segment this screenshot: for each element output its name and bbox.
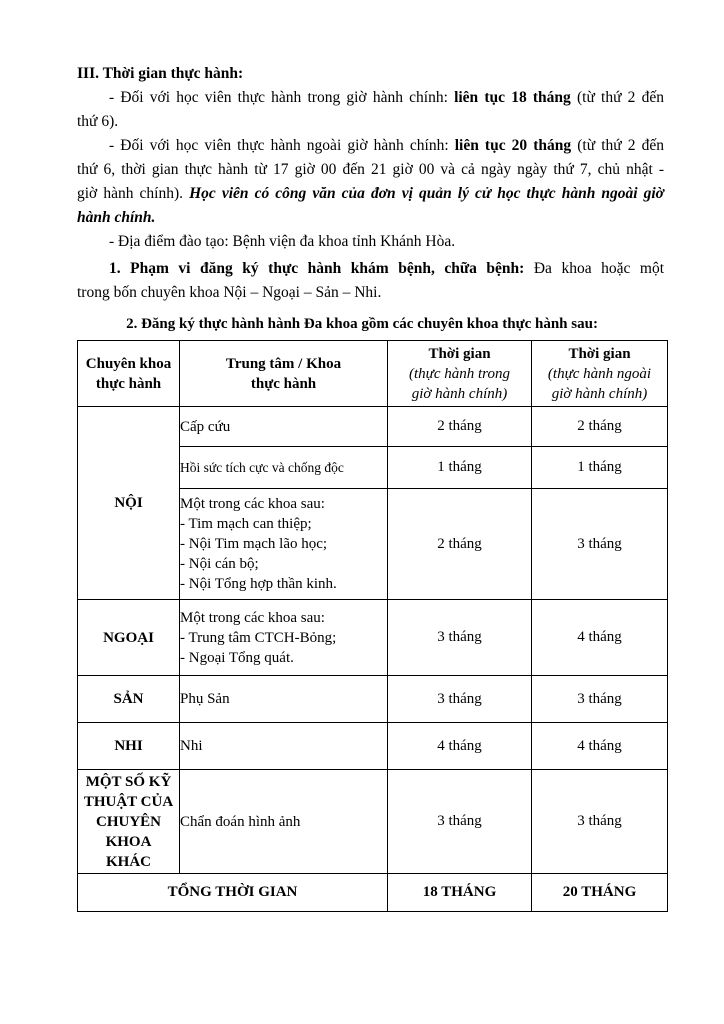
paragraph-outside-hours: - Đối với học viên thực hành ngoài giờ hành chính: liên tục 20 tháng (từ thứ 2 đến (109, 137, 664, 154)
time-inside-cell: 3 tháng (388, 676, 532, 723)
table-row (78, 770, 668, 874)
time-outside-cell: 3 tháng (532, 770, 668, 874)
time-inside-cell: 1 tháng (388, 447, 532, 489)
table-total-row (78, 874, 668, 912)
department-cell: Một trong các khoa sau: - Tim mạch can thiệp; - Nội Tim mạch lão học; - Nội cán bộ; - Nội Tổng hợp thần kinh. (180, 489, 388, 600)
total-label: TỔNG THỜI GIAN (78, 874, 388, 912)
table-title: 2. Đăng ký thực hành hành Đa khoa gồm các chuyên khoa thực hành sau: (126, 316, 598, 332)
header-specialty: Chuyên khoa thực hành (78, 341, 180, 407)
time-inside-cell: 3 tháng (388, 770, 532, 874)
time-inside-cell: 3 tháng (388, 600, 532, 676)
table-row (78, 676, 668, 723)
time-outside-cell: 4 tháng (532, 723, 668, 770)
time-outside-cell: 2 tháng (532, 407, 668, 447)
department-cell: Một trong các khoa sau: - Trung tâm CTCH-Bỏng; - Ngoại Tổng quát. (180, 600, 388, 676)
paragraph-outside-hours-note-end: hành chính. (77, 209, 156, 226)
total-outside: 20 THÁNG (532, 874, 668, 912)
time-outside-cell: 3 tháng (532, 489, 668, 600)
table-row (78, 407, 668, 447)
total-inside: 18 THÁNG (388, 874, 532, 912)
specialty-san: SẢN (78, 676, 180, 723)
table-header-row (78, 341, 668, 407)
time-outside-cell: 1 tháng (532, 447, 668, 489)
header-time-outside: Thời gian (thực hành ngoài giờ hành chính) (532, 341, 668, 407)
time-outside-cell: 3 tháng (532, 676, 668, 723)
paragraph-scope: 1. Phạm vi đăng ký thực hành khám bệnh, chữa bệnh: Đa khoa hoặc một (109, 260, 664, 277)
specialty-table (77, 340, 668, 912)
section-heading: III. Thời gian thực hành: (77, 65, 244, 82)
paragraph-outside-hours-note: giờ hành chính). Học viên có công văn của đơn vị quản lý cử học thực hành ngoài giờ (77, 185, 664, 202)
header-department: Trung tâm / Khoa thực hành (180, 341, 388, 407)
time-inside-cell: 2 tháng (388, 407, 532, 447)
time-outside-cell: 4 tháng (532, 600, 668, 676)
time-inside-cell: 2 tháng (388, 489, 532, 600)
department-cell: Chẩn đoán hình ảnh (180, 770, 388, 874)
paragraph-location: - Địa điểm đào tạo: Bệnh viện đa khoa tỉnh Khánh Hòa. (109, 233, 456, 250)
table-row (78, 600, 668, 676)
paragraph-outside-hours-cont: thứ 6, thời gian thực hành từ 17 giờ 00 đến 21 giờ 00 và cả ngày ngày thứ 7, chủ nhật - (77, 161, 664, 178)
department-cell: Phụ Sản (180, 676, 388, 723)
paragraph-inside-hours-cont: thứ 6). (77, 113, 119, 130)
paragraph-scope-cont: trong bốn chuyên khoa Nội – Ngoại – Sản – Nhi. (77, 284, 382, 301)
specialty-nhi: NHI (78, 723, 180, 770)
time-inside-cell: 4 tháng (388, 723, 532, 770)
department-cell: Hồi sức tích cực và chống độc (180, 447, 388, 489)
header-time-inside: Thời gian (thực hành trong giờ hành chính) (388, 341, 532, 407)
department-cell: Nhi (180, 723, 388, 770)
paragraph-inside-hours: - Đối với học viên thực hành trong giờ hành chính: liên tục 18 tháng (từ thứ 2 đến (109, 89, 664, 106)
specialty-ngoai: NGOẠI (78, 600, 180, 676)
department-cell: Cấp cứu (180, 407, 388, 447)
specialty-other: MỘT SỐ KỸ THUẬT CỦA CHUYÊN KHOA KHÁC (78, 770, 180, 874)
table-row (78, 723, 668, 770)
specialty-noi: NỘI (78, 407, 180, 600)
